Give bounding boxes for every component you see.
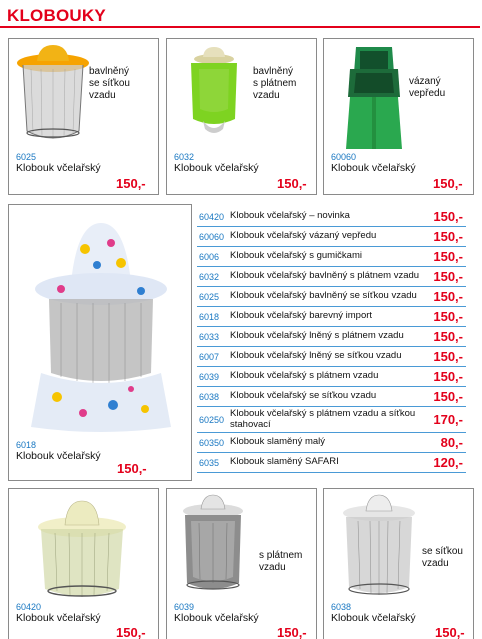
list-name: Klobouk včelařský bavlněný s plátnem vzadu — [230, 270, 420, 282]
product-code: 6032 — [174, 152, 195, 162]
product-name: Klobouk včelařský — [331, 162, 416, 174]
list-price: 170,- — [433, 412, 463, 427]
product-code: 60420 — [16, 602, 42, 612]
product-price: 150,- — [277, 176, 307, 191]
list-price: 150,- — [433, 289, 463, 304]
price-list-row[interactable] — [197, 367, 466, 387]
product-code: 6025 — [16, 152, 37, 162]
product-card-60060[interactable] — [323, 38, 474, 195]
product-card-60420[interactable] — [8, 488, 159, 639]
list-name: Klobouk slaměný malý — [230, 436, 326, 448]
price-list-row[interactable] — [197, 407, 466, 433]
list-code: 60420 — [199, 211, 225, 222]
product-code: 6039 — [174, 602, 195, 612]
price-list-row[interactable] — [197, 207, 466, 227]
list-code: 6007 — [199, 351, 220, 362]
price-list-row[interactable] — [197, 433, 466, 453]
product-price: 150,- — [277, 625, 307, 639]
product-name: Klobouk včelařský — [331, 612, 416, 624]
title-rule — [0, 26, 480, 28]
product-card-6018[interactable] — [8, 204, 192, 481]
price-list-row[interactable] — [197, 307, 466, 327]
bee-hat-mesh-back-image — [334, 491, 424, 603]
list-price: 150,- — [433, 369, 463, 384]
list-code: 60060 — [199, 231, 225, 242]
page-title: KLOBOUKY — [7, 6, 106, 25]
list-price: 150,- — [433, 389, 463, 404]
list-code: 6039 — [199, 371, 220, 382]
product-price: 150,- — [433, 176, 463, 191]
list-name: Klobouk včelařský lněný s plátnem vzadu — [230, 330, 404, 342]
product-desc: se síťkou vzadu — [422, 546, 463, 569]
list-code: 60350 — [199, 437, 225, 448]
list-code: 6006 — [199, 251, 220, 262]
list-code: 6033 — [199, 331, 220, 342]
price-list-row[interactable] — [197, 327, 466, 347]
list-name: Klobouk včelařský vázaný vepředu — [230, 230, 377, 242]
product-code: 6018 — [16, 440, 37, 450]
list-price: 150,- — [433, 269, 463, 284]
price-list-row[interactable] — [197, 247, 466, 267]
bee-hat-tied-front-image — [338, 39, 410, 151]
product-price: 150,- — [116, 176, 146, 191]
list-name: Klobouk včelařský se síťkou vzadu — [230, 390, 377, 402]
list-name: Klobouk včelařský s gumičkami — [230, 250, 362, 262]
product-name: Klobouk včelařský — [16, 450, 101, 462]
price-list-row[interactable] — [197, 453, 466, 473]
product-price: 150,- — [117, 461, 147, 476]
price-list-row[interactable] — [197, 267, 466, 287]
list-code: 6018 — [199, 311, 220, 322]
list-price: 150,- — [433, 229, 463, 244]
list-code: 6038 — [199, 391, 220, 402]
product-card-6025[interactable] — [8, 38, 159, 195]
bee-hat-green-image — [179, 45, 249, 140]
list-name: Klobouk včelařský s plátnem vzadu a síťkou stahovací — [230, 408, 416, 430]
list-price: 150,- — [433, 329, 463, 344]
list-name: Klobouk včelařský barevný import — [230, 310, 373, 322]
list-price: 150,- — [433, 209, 463, 224]
product-desc: vázaný vepředu — [409, 76, 446, 99]
product-desc: bavlněný s plátnem vzadu — [253, 66, 297, 101]
list-name: Klobouk včelařský s plátnem vzadu — [230, 370, 379, 382]
list-price: 150,- — [433, 349, 463, 364]
product-desc: bavlněný se síťkou vzadu — [89, 66, 130, 101]
list-name: Klobouk včelařský lněný se síťkou vzadu — [230, 350, 402, 362]
bee-hat-colorful-image — [21, 213, 181, 433]
price-list-row[interactable] — [197, 347, 466, 367]
product-desc: s plátnem vzadu — [259, 550, 303, 573]
list-code: 6035 — [199, 457, 220, 468]
product-name: Klobouk včelařský — [174, 612, 259, 624]
list-name: Klobouk včelařský bavlněný se síťkou vzadu — [230, 290, 417, 302]
product-code: 6038 — [331, 602, 352, 612]
bee-hat-pale-image — [27, 493, 137, 603]
price-list-row[interactable] — [197, 287, 466, 307]
product-price: 150,- — [116, 625, 146, 639]
price-list-row[interactable] — [197, 227, 466, 247]
list-name: Klobouk včelařský – novinka — [230, 210, 350, 222]
list-code: 60250 — [199, 414, 225, 425]
product-code: 60060 — [331, 152, 357, 162]
price-list-row[interactable] — [197, 387, 466, 407]
product-card-6039[interactable] — [166, 488, 317, 639]
bee-hat-straw-image — [13, 41, 93, 151]
list-price: 80,- — [440, 435, 463, 450]
list-code: 6025 — [199, 291, 220, 302]
product-name: Klobouk včelařský — [174, 162, 259, 174]
product-name: Klobouk včelařský — [16, 162, 101, 174]
list-price: 150,- — [433, 309, 463, 324]
list-price: 150,- — [433, 249, 463, 264]
product-price: 150,- — [435, 625, 465, 639]
bee-hat-canvas-back-image — [173, 491, 253, 601]
product-card-6038[interactable] — [323, 488, 474, 639]
product-name: Klobouk včelařský — [16, 612, 101, 624]
product-card-6032[interactable] — [166, 38, 317, 195]
list-price: 120,- — [433, 455, 463, 470]
list-name: Klobouk slaměný SAFARI — [230, 456, 339, 468]
list-code: 6032 — [199, 271, 220, 282]
price-list — [197, 207, 466, 473]
